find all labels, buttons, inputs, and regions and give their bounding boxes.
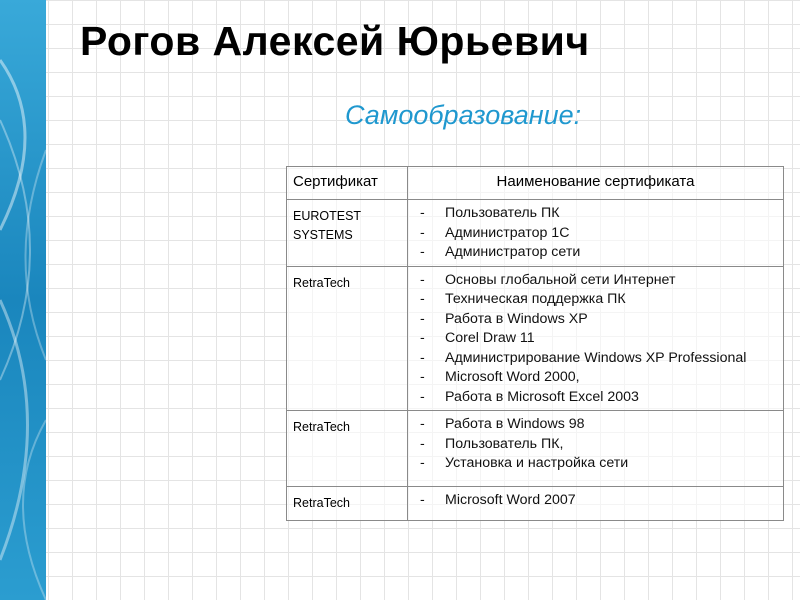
list-item: - Microsoft Word 2000, [418,368,775,388]
slide-subtitle: Самообразование: [345,100,582,130]
list-item: - Установка и настройка сети [418,454,775,474]
table-row [287,200,784,267]
list-item: - Работа в Microsoft Excel 2003 [418,388,775,408]
certificate-issuer: RetraTech [287,486,408,520]
decorative-side-band [0,0,46,600]
list-item: - Пользователь ПК [418,204,775,224]
slide-title: Рогов Алексей Юрьевич [80,18,590,64]
list-item: - Corel Draw 11 [418,329,775,349]
list-item: - Основы глобальной сети Интернет [418,271,775,291]
list-item: - Работа в Windows XP [418,310,775,330]
certificate-list [418,491,775,511]
list-item: - Администратор сети [418,243,775,263]
table-row [287,411,784,487]
certificate-issuer: RetraTech [287,411,408,487]
table-row [287,266,784,411]
certificate-list [418,415,775,474]
list-item: - Техническая поддержка ПК [418,290,775,310]
certificate-issuer: RetraTech [287,266,408,411]
list-item: - Работа в Windows 98 [418,415,775,435]
certificates-table [286,166,784,521]
table-header-row [287,167,784,200]
table-row [287,486,784,520]
certificate-issuer: EUROTEST SYSTEMS [287,200,408,267]
certificate-list [418,271,775,408]
list-item: - Администрирование Windows XP Professional [418,349,775,369]
list-item: - Администратор 1С [418,224,775,244]
header-certificate: Сертификат [287,167,408,200]
certificate-list-cell [408,411,784,487]
certificate-list-cell [408,200,784,267]
certificate-list-cell [408,266,784,411]
certificate-list-cell [408,486,784,520]
certificate-list [418,204,775,263]
list-item: - Microsoft Word 2007 [418,491,775,511]
header-certificate-name: Наименование сертификата [408,167,784,200]
wave-decoration [0,0,46,600]
list-item: - Пользователь ПК, [418,435,775,455]
